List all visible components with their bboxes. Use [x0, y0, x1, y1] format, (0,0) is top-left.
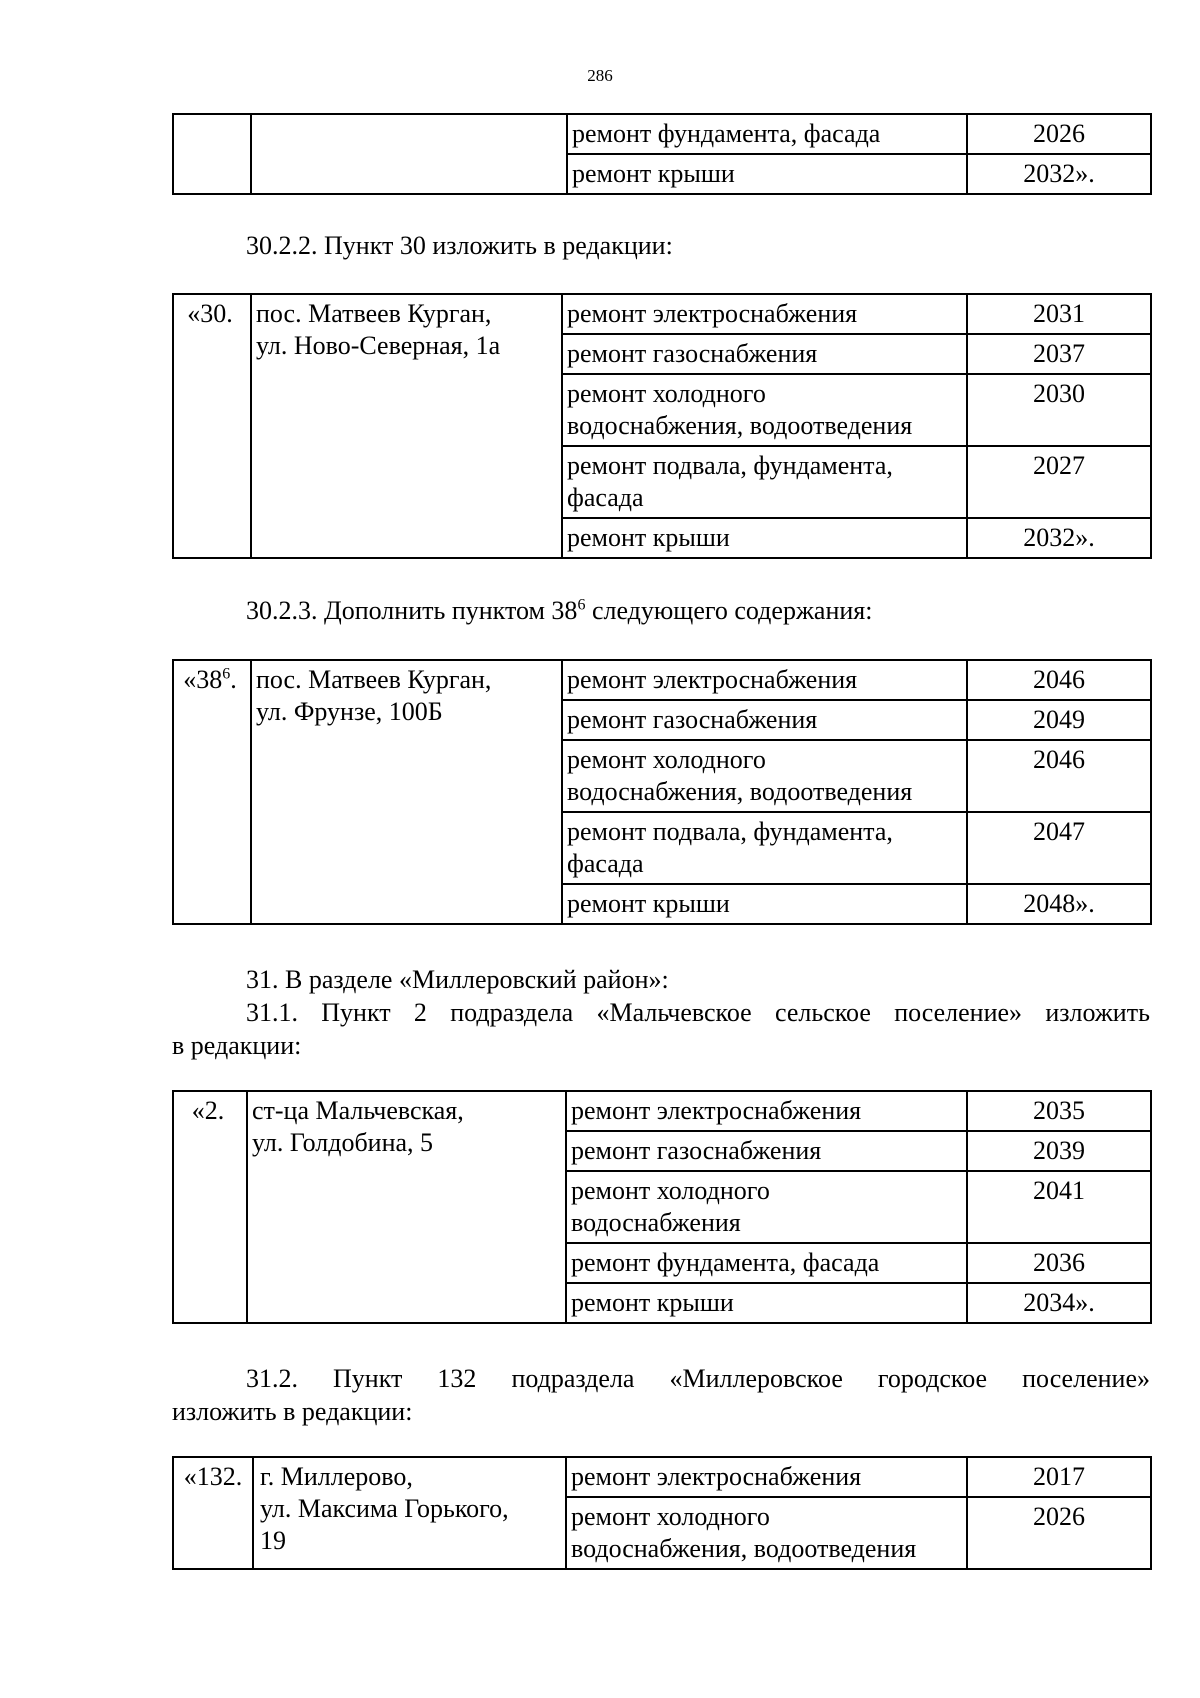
table-row	[173, 294, 1151, 334]
page-number: 286	[587, 66, 613, 85]
table-row	[173, 1457, 1151, 1497]
work-line: ремонт холодного	[567, 745, 766, 774]
work-line: ремонт подвала, фундамента,	[567, 451, 893, 480]
word: Пункт	[321, 998, 391, 1027]
work-cell: ремонт крыши	[562, 884, 967, 924]
work-cell: ремонт крыши	[567, 154, 967, 194]
word: Пункт	[333, 1364, 403, 1393]
work-line: водоснабжения, водоотведения	[571, 1534, 917, 1563]
address-line: 19	[260, 1526, 286, 1555]
number-cell	[173, 114, 251, 194]
work-cell: ремонт крыши	[566, 1283, 967, 1323]
year-cell: 2030	[967, 374, 1151, 446]
address-cell	[247, 1091, 566, 1323]
word: изложить	[1045, 998, 1150, 1027]
year-cell: 2046	[967, 660, 1151, 700]
paragraph-30-2-3	[246, 594, 872, 627]
word: 2	[413, 998, 427, 1027]
address-cell	[251, 660, 562, 924]
item-30-table	[172, 293, 1152, 559]
address-line: пос. Матвеев Курган,	[256, 665, 492, 694]
paragraph-31-2-line2: изложить в редакции:	[172, 1397, 413, 1426]
item-number: «132.	[173, 1457, 253, 1569]
work-line: ремонт холодного	[567, 379, 766, 408]
item-38-6-table	[172, 659, 1152, 925]
paragraph-text: 30.2.3. Дополнить пунктом 38	[246, 596, 578, 625]
work-cell	[566, 1171, 967, 1243]
work-line: водоснабжения	[571, 1208, 741, 1237]
year-cell: 2032».	[967, 154, 1151, 194]
paragraph-30-2-2: 30.2.2. Пункт 30 изложить в редакции:	[246, 231, 673, 260]
work-line: водоснабжения, водоотведения	[567, 411, 913, 440]
address-line: г. Миллерово,	[260, 1462, 413, 1491]
year-cell: 2032».	[967, 518, 1151, 558]
continuation-table	[172, 113, 1152, 195]
work-cell: ремонт крыши	[562, 518, 967, 558]
word: сельское	[774, 998, 871, 1027]
item-number-dot: .	[230, 665, 237, 694]
year-cell: 2037	[967, 334, 1151, 374]
word: подраздела	[511, 1364, 635, 1393]
address-line: пос. Матвеев Курган,	[256, 299, 492, 328]
paragraph-31: 31. В разделе «Миллеровский район»:	[246, 965, 669, 994]
work-line: ремонт подвала, фундамента,	[567, 817, 893, 846]
year-cell: 2026	[967, 1497, 1151, 1569]
superscript: 6	[222, 665, 231, 683]
year-cell: 2031	[967, 294, 1151, 334]
work-line: ремонт холодного	[571, 1176, 770, 1205]
work-cell: ремонт электроснабжения	[562, 660, 967, 700]
work-cell: ремонт электроснабжения	[566, 1091, 967, 1131]
work-cell	[562, 740, 967, 812]
word: 31.1.	[246, 998, 298, 1027]
work-cell: ремонт газоснабжения	[562, 700, 967, 740]
year-cell: 2036	[967, 1243, 1151, 1283]
address-cell	[253, 1457, 566, 1569]
item-number: «2.	[173, 1091, 247, 1323]
word: поселение»	[1022, 1364, 1150, 1393]
address-cell	[251, 114, 567, 194]
word: «Миллеровское	[669, 1364, 843, 1393]
item-2-table	[172, 1090, 1152, 1324]
work-cell: ремонт электроснабжения	[562, 294, 967, 334]
work-cell	[562, 374, 967, 446]
year-cell: 2039	[967, 1131, 1151, 1171]
work-cell: ремонт фундамента, фасада	[567, 114, 967, 154]
work-line: ремонт холодного	[571, 1502, 770, 1531]
word: поселение»	[894, 998, 1023, 1027]
year-cell: 2027	[967, 446, 1151, 518]
item-number: «30.	[173, 294, 251, 558]
paragraph-31-2-line	[246, 1362, 1150, 1395]
address-line: ул. Ново-Северная, 1а	[256, 331, 501, 360]
work-cell: ремонт электроснабжения	[566, 1457, 967, 1497]
address-line: ст-ца Мальчевская,	[252, 1096, 464, 1125]
year-cell: 2046	[967, 740, 1151, 812]
year-cell: 2034».	[967, 1283, 1151, 1323]
table-row	[173, 1091, 1151, 1131]
year-cell: 2047	[967, 812, 1151, 884]
table-row	[173, 660, 1151, 700]
paragraph-31-1-line2: в редакции:	[172, 1031, 302, 1060]
item-132-table	[172, 1456, 1152, 1570]
word: подраздела	[450, 998, 574, 1027]
work-cell: ремонт фундамента, фасада	[566, 1243, 967, 1283]
year-cell: 2041	[967, 1171, 1151, 1243]
work-cell	[566, 1497, 967, 1569]
work-line: фасада	[567, 849, 644, 878]
work-cell: ремонт газоснабжения	[562, 334, 967, 374]
work-cell	[562, 446, 967, 518]
work-line: фасада	[567, 483, 644, 512]
word: 132	[437, 1364, 477, 1393]
address-line: ул. Голдобина, 5	[252, 1128, 434, 1157]
word: городское	[877, 1364, 988, 1393]
work-line: водоснабжения, водоотведения	[567, 777, 913, 806]
paragraph-31-1-line	[246, 996, 1150, 1029]
item-number	[173, 660, 251, 924]
year-cell: 2048».	[967, 884, 1151, 924]
item-number-text: «38	[183, 665, 223, 694]
table-row	[173, 114, 1151, 154]
year-cell: 2049	[967, 700, 1151, 740]
year-cell: 2026	[967, 114, 1151, 154]
work-cell	[562, 812, 967, 884]
year-cell: 2017	[967, 1457, 1151, 1497]
address-line: ул. Фрунзе, 100Б	[256, 697, 443, 726]
address-line: ул. Максима Горького,	[260, 1494, 509, 1523]
year-cell: 2035	[967, 1091, 1151, 1131]
superscript: 6	[577, 596, 586, 614]
work-cell: ремонт газоснабжения	[566, 1131, 967, 1171]
word: 31.2.	[246, 1364, 298, 1393]
word: «Мальчевское	[596, 998, 752, 1027]
paragraph-text: следующего содержания:	[585, 596, 873, 625]
address-cell	[251, 294, 562, 558]
